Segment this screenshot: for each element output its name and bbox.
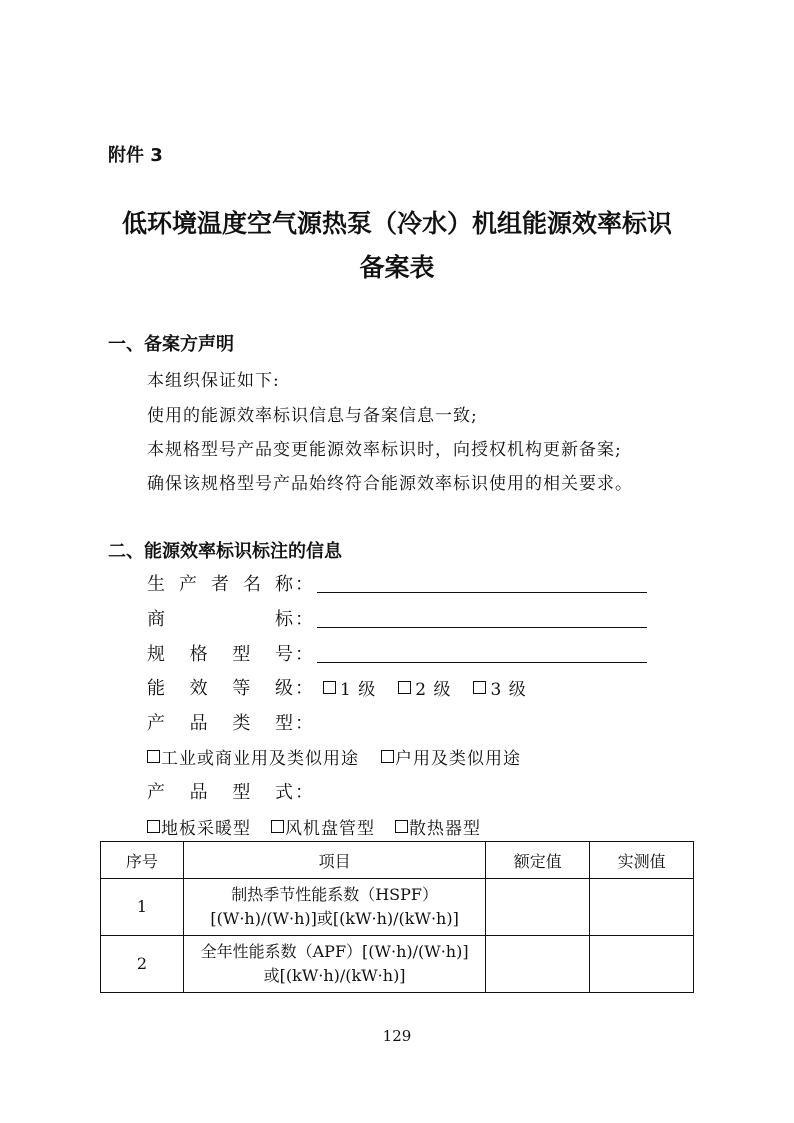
model-row (147, 640, 647, 666)
row-item-line1: 制热季节性能系数（HSPF） (231, 885, 438, 904)
column-header-rated: 额定值 (486, 842, 590, 879)
section2-heading: 二、能源效率标识标注的信息 (108, 541, 342, 562)
column-header-no: 序号 (101, 842, 184, 879)
row-number: 1 (101, 879, 184, 936)
product-form-row (147, 778, 315, 804)
table-header-row (101, 842, 694, 879)
fan-coil-checkbox[interactable]: 风机盘管型 (271, 814, 375, 839)
grade-2-checkbox[interactable]: 2 级 (398, 675, 451, 700)
measured-value-cell[interactable] (590, 936, 694, 993)
commercial-use-checkbox[interactable]: 工业或商业用及类似用途 (147, 744, 359, 769)
product-type-options (147, 743, 521, 769)
colon: ： (295, 782, 313, 803)
colon: ： (295, 678, 313, 699)
product-type-row (147, 709, 315, 735)
attachment-label: 附件 3 (108, 145, 163, 166)
grade-label: 能 效 等 级 (147, 678, 293, 699)
grade-1-checkbox[interactable]: 1 级 (323, 675, 376, 700)
checkbox-icon (271, 820, 284, 833)
grade-3-checkbox[interactable]: 3 级 (473, 675, 526, 700)
trademark-row (147, 605, 647, 631)
rated-value-cell[interactable] (486, 936, 590, 993)
product-form-label: 产 品 型 式 (147, 782, 293, 803)
row-number: 2 (101, 936, 184, 993)
model-label: 规 格 型 号 (147, 644, 293, 665)
row-item (183, 936, 486, 993)
row-item-line2: 或[(kW·h)/(kW·h)] (263, 966, 406, 985)
producer-name-label: 生 产 者 名 称 (147, 574, 293, 595)
row-item-line2: [(W·h)/(W·h)]或[(kW·h)/(kW·h)] (210, 909, 459, 928)
radiator-checkbox[interactable]: 散热器型 (395, 814, 481, 839)
statement-line-1: 本组织保证如下: (147, 371, 280, 391)
statement-line-2: 使用的能源效率标识信息与备案信息一致; (147, 406, 478, 426)
checkbox-icon (395, 820, 408, 833)
efficiency-table (100, 841, 694, 993)
page-number: 129 (382, 1027, 412, 1045)
model-field[interactable] (317, 644, 647, 663)
checkbox-icon (147, 750, 160, 763)
colon: ： (295, 644, 313, 665)
grade-row (147, 674, 527, 700)
column-header-item: 项目 (183, 842, 486, 879)
measured-value-cell[interactable] (590, 879, 694, 936)
rated-value-cell[interactable] (486, 879, 590, 936)
product-form-options (147, 813, 481, 839)
table-row (101, 936, 694, 993)
document-title: 低环境温度空气源热泵（冷水）机组能源效率标识 (121, 209, 672, 238)
document-title-line2: 备案表 (359, 253, 435, 282)
column-header-measured: 实测值 (590, 842, 694, 879)
trademark-label: 商 标 (147, 609, 293, 630)
statement-line-3: 本规格型号产品变更能源效率标识时，向授权机构更新备案; (147, 440, 622, 460)
section1-heading: 一、备案方声明 (108, 334, 234, 355)
checkbox-icon (147, 820, 160, 833)
household-use-checkbox[interactable]: 户用及类似用途 (381, 744, 521, 769)
checkbox-icon (381, 750, 394, 763)
trademark-field[interactable] (317, 609, 647, 628)
table-row (101, 879, 694, 936)
row-item-line1: 全年性能系数（APF）[(W·h)/(W·h)] (200, 942, 469, 961)
checkbox-icon (398, 681, 411, 694)
checkbox-icon (473, 681, 486, 694)
producer-name-row (147, 570, 647, 596)
statement-line-4: 确保该规格型号产品始终符合能源效率标识使用的相关要求。 (147, 474, 633, 494)
colon: ： (295, 609, 313, 630)
row-item (183, 879, 486, 936)
colon: ： (295, 574, 313, 595)
producer-name-field[interactable] (317, 574, 647, 593)
floor-heating-checkbox[interactable]: 地板采暖型 (147, 814, 251, 839)
colon: ： (295, 713, 313, 734)
product-type-label: 产 品 类 型 (147, 713, 293, 734)
checkbox-icon (323, 681, 336, 694)
